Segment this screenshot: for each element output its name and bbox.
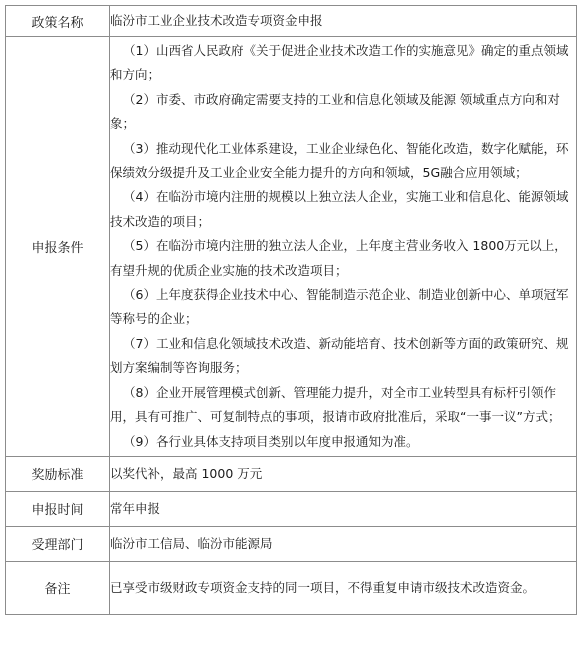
department-value: 临汾市工信局、临汾市能源局 xyxy=(110,526,577,561)
condition-item-4: （4）在临汾市境内注册的规模以上独立法人企业，实施工业和信息化、能源领域技术改造的项目； xyxy=(110,189,569,229)
row-policy-name xyxy=(6,6,577,37)
condition-item-7: （7）工业和信息化领域技术改造、新动能培育、技术创新等方面的政策研究、规划方案编制等咨询服务； xyxy=(110,335,569,376)
conditions-label: 申报条件 xyxy=(6,37,110,457)
reward-label: 奖励标准 xyxy=(6,456,110,491)
row-remarks xyxy=(6,561,577,614)
condition-item-1: （1）山西省人民政府《关于促进企业技术改造工作的实施意见》确定的重点领域和方向； xyxy=(110,43,569,83)
reward-value: 以奖代补，最高 1000 万元 xyxy=(110,456,577,491)
remarks-label: 备注 xyxy=(6,561,110,614)
condition-item-5: （5）在临汾市境内注册的独立法人企业，上年度主营业务收入 1800万元以上，有望升规的优质企业实施的技术改造项目； xyxy=(110,238,567,278)
condition-item-3: （3）推动现代化工业体系建设，工业企业绿色化、智能化改造，数字化赋能，环保绩效分级提升及工业企业安全能力提升的方向和领域，5G融合应用领域； xyxy=(110,140,569,181)
department-label: 受理部门 xyxy=(6,526,110,561)
condition-item-6: （6）上年度获得企业技术中心、智能制造示范企业、制造业创新中心、单项冠军等称号的企业； xyxy=(110,287,569,327)
policy-name-label: 政策名称 xyxy=(6,6,110,37)
row-department xyxy=(6,526,577,561)
time-label: 申报时间 xyxy=(6,491,110,526)
condition-item-8: （8）企业开展管理模式创新、管理能力提升，对全市工业转型具有标杆引领作用，具有可推广、可复制特点的事项，报请市政府批准后，采取“一事一议”方式； xyxy=(110,384,561,425)
remarks-value: 已享受市级财政专项资金支持的同一项目，不得重复申请市级技术改造资金。 xyxy=(110,561,577,614)
row-time xyxy=(6,491,577,526)
row-conditions xyxy=(6,37,577,457)
policy-table xyxy=(5,5,577,615)
condition-item-2: （2）市委、市政府确定需要支持的工业和信息化领域及能源 领域重点方向和对象； xyxy=(110,91,560,132)
condition-item-9: （9）各行业具体支持项目类别以年度申报通知为准。 xyxy=(123,433,419,449)
time-value: 常年申报 xyxy=(110,491,577,526)
policy-name-value: 临汾市工业企业技术改造专项资金申报 xyxy=(110,6,577,37)
row-reward xyxy=(6,456,577,491)
conditions-value xyxy=(110,37,577,457)
